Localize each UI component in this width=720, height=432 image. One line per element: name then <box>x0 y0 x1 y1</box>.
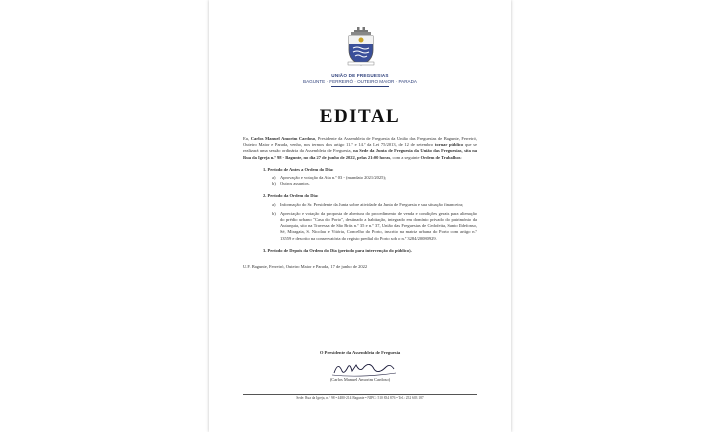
document-body <box>243 136 477 270</box>
intro-text-3: que se realizará uma sessão ordinária da Assembleia de Freguesia, <box>243 142 477 154</box>
footer-contact: Sede: Rua da Igreja, n.º 98 • 4480-214 Bagunte • NIPC: 510 834 876 • Tel.: 252 603 187 <box>296 396 424 400</box>
item-text: Outros assuntos. <box>280 181 310 187</box>
item-text: Apreciação e votação da proposta de abertura do procedimento de venda e condições gerais para alienação do prédio urbano "Casa do Porto", destinado a habitação, integrado em domínio privado do património da Autarquia, sito na Travessa de São Brás n.º 35 e n.º 37, União das Freguesias de Cedofeita, Santo Ildefonso, Sé, Miragaia, S. Nicolau e Vitória, Concelho do Porto, inscrito na matriz urbana do Porto com artigo n.º 13559 e descrito na conservatória do registo predial do Porto sob o n.º 3284/20080929. <box>280 210 477 241</box>
document-page <box>209 0 511 432</box>
section-2-heading: 2. Período da Ordem do Dia: <box>263 193 319 199</box>
org-line-2: BAGUNTE · FERREIRÓ · OUTEIRO MAIOR · PARADA <box>303 79 417 84</box>
agenda-section-1 <box>243 167 477 188</box>
header-divider <box>331 86 389 87</box>
item-key: a) <box>272 175 276 181</box>
dateline: U.F. Bagunte, Ferreiró, Outeiro Maior e Parada, 17 de junho de 2022 <box>243 264 368 270</box>
item-key: a) <box>272 201 276 207</box>
intro-text-5: : <box>460 154 462 160</box>
signatory-name: (Carlos Manuel Amorim Cardoso) <box>329 377 391 382</box>
section-2-item-b <box>272 211 477 242</box>
item-text: Aprovação e votação da Ata n.º 03 - (mandato 2021/2025); <box>280 175 387 181</box>
intro-text-4: , com a seguinte <box>390 154 421 160</box>
intro-paragraph <box>243 136 477 161</box>
agenda-label: Ordem de Trabalhos <box>420 154 461 160</box>
org-line-1: UNIÃO DE FREGUESIAS <box>331 73 389 78</box>
section-3-heading: 3. Período de Depois da Ordem do Dia (período para intervenção do público). <box>263 247 412 253</box>
section-2-item-a <box>272 202 477 208</box>
agenda-section-2 <box>243 193 477 241</box>
document-title: EDITAL <box>319 106 401 127</box>
president-name: Carlos Manuel Amorim Cardoso <box>250 136 316 141</box>
organization-name <box>209 73 511 85</box>
footer-divider <box>243 394 477 395</box>
item-key: b) <box>272 181 276 187</box>
section-1-item-b <box>272 181 477 187</box>
section-1-heading: 1. Período de Antes a Ordem do Dia: <box>263 166 334 172</box>
coat-of-arms-icon <box>345 26 377 66</box>
signature-role: O Presidente da Assembleia de Freguesia <box>319 350 401 355</box>
intro-text-2: , Presidente da Assembleia de Freguesia da União das Freguesias de Bagunte, Ferreiró, Outeiro Maior e Parada, venho, nos termos dos artigo 11.º e 14.º da Lei 75/2013, de 12 de setembro <box>243 136 478 148</box>
meeting-location-date: na Sede da Junta de Freguesia da União das Freguesias, sita na Rua da Igreja n.º 98 - Bagunte, no dia 27 de junho de 2022, pelas 21:00 horas <box>243 148 477 160</box>
handwritten-signature <box>330 359 400 379</box>
intro-text-1: Eu, <box>243 136 251 141</box>
intro-bold-tornar: tornar público <box>434 142 464 148</box>
item-key: b) <box>272 210 276 216</box>
item-text: Informação do Sr. Presidente da Junta sobre atividade da Junta de Freguesia e sua situação financeira; <box>280 201 464 207</box>
